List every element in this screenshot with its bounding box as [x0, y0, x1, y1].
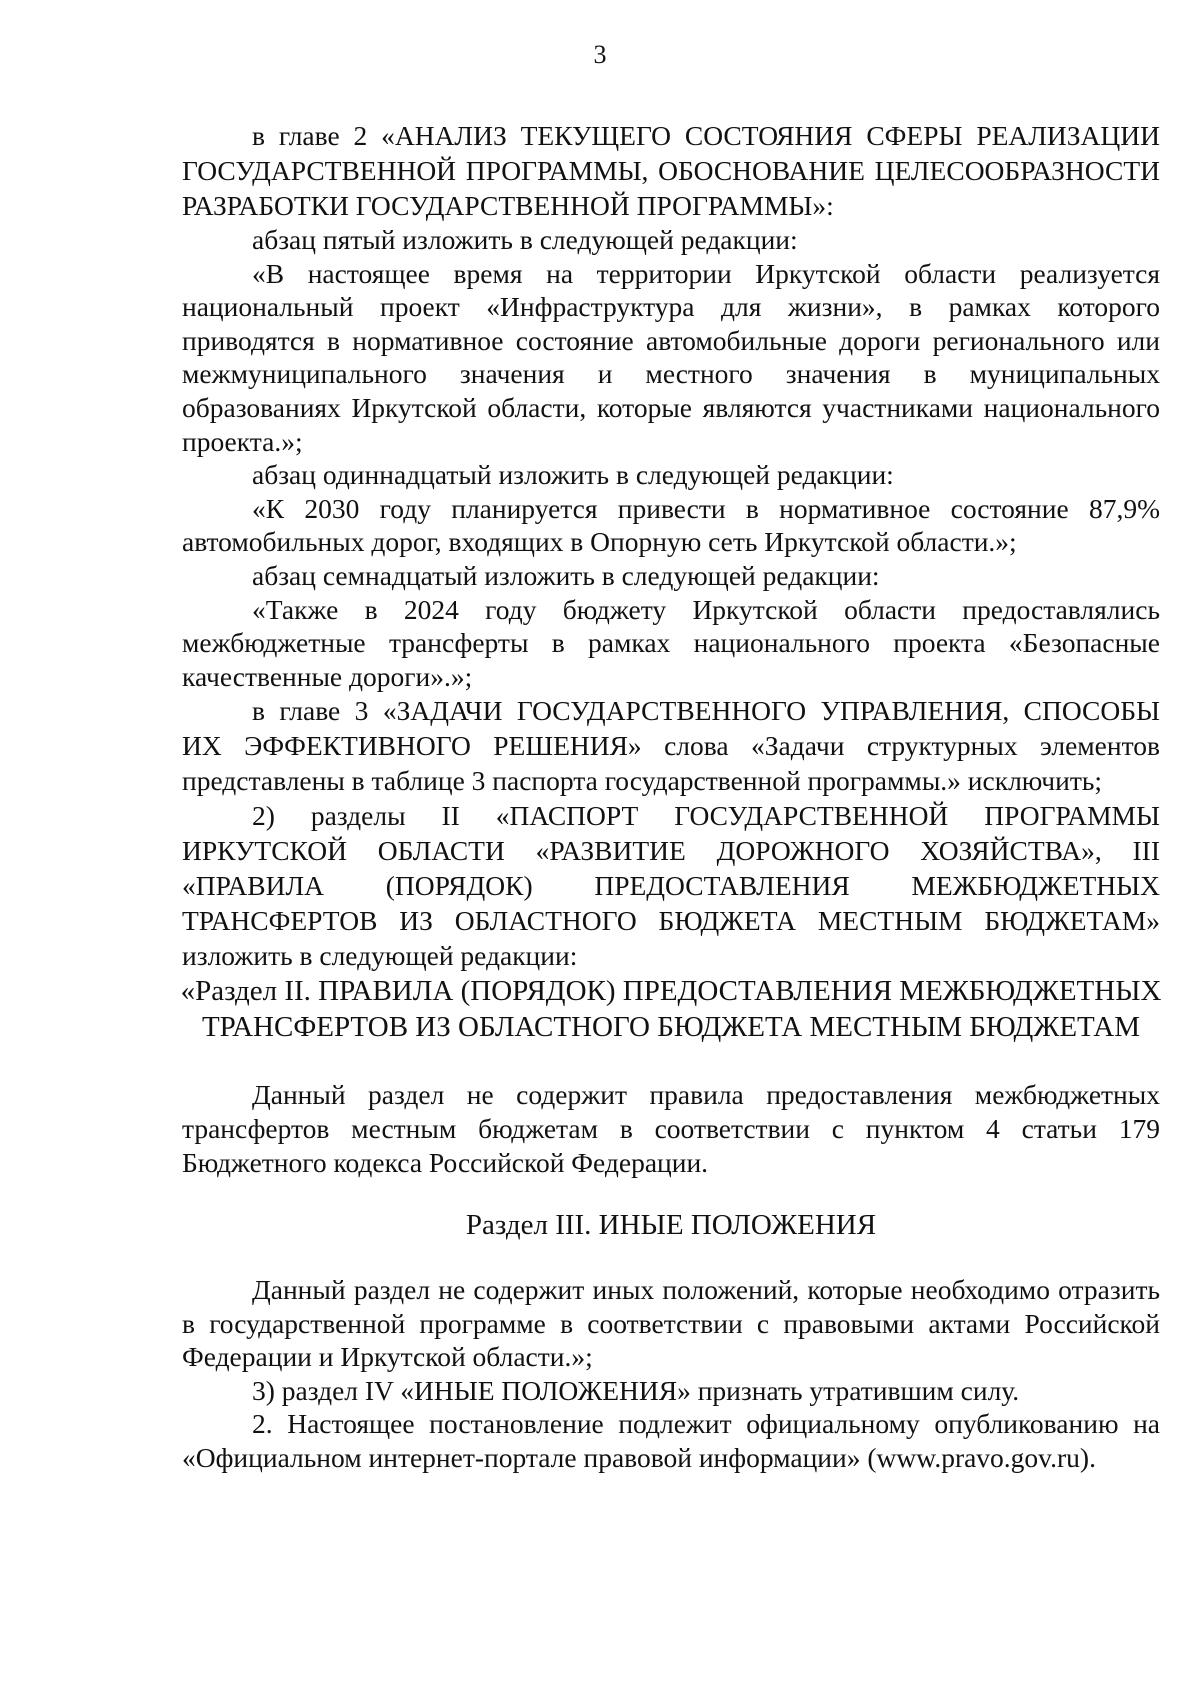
paragraph-quote-infrastructure: «В настоящее время на территории Иркутской области реализуется национальный проект «Инфраструктура для жизни», в рамках которого приводятся в нормативное состояние автомобильные дороги регионального или межмуниципального значения и местного значения в муниципальных образованиях Иркутской области, которые являются участниками национального проекта.»;	[182, 257, 1160, 457]
paragraph-quote-2024: «Также в 2024 году бюджету Иркутской области предоставлялись межбюджетные трансферты в рамках национального проекта «Безопасные качественные дороги».»;	[182, 593, 1160, 692]
section-3-title: Раздел III. ИНЫЕ ПОЛОЖЕНИЯ	[465, 1209, 877, 1242]
paragraph-sections-2-3: 2) разделы II «ПАСПОРТ ГОСУДАРСТВЕННОЙ ПРОГРАММЫ ИРКУТСКОЙ ОБЛАСТИ «РАЗВИТИЕ ДОРОЖНОГО ХОЗЯЙСТВА», III «ПРАВИЛА (ПОРЯДОК) ПРЕДОСТАВЛЕНИЯ МЕЖБЮДЖЕТНЫХ ТРАНСФЕРТОВ ИЗ ОБЛАСТНОГО БЮДЖЕТА МЕСТНЫМ БЮДЖЕТАМ» изложить в следующей редакции:	[182, 800, 1160, 972]
paragraph-chapter-3: в главе 3 «ЗАДАЧИ ГОСУДАРСТВЕННОГО УПРАВЛЕНИЯ, СПОСОБЫ ИХ ЭФФЕКТИВНОГО РЕШЕНИЯ» слова «Задачи структурных элементов представлены в таблице 3 паспорта государственной программы.» исключить;	[182, 695, 1160, 797]
paragraph-publication: 2. Настоящее постановление подлежит официальному опубликованию на «Официальном интернет-портале правовой информации» (www.pravo.gov.ru).	[182, 1408, 1160, 1474]
paragraph-abzac-17: абзац семнадцатый изложить в следующей редакции:	[252, 559, 880, 591]
page-number: 3	[593, 40, 607, 69]
paragraph-quote-2030: «К 2030 году планируется привести в нормативное состояние 87,9% автомобильных дорог, входящих в Опорную сеть Иркутской области.»;	[182, 492, 1160, 558]
paragraph-abzac-5: абзац пятый изложить в следующей редакции:	[252, 224, 798, 255]
document-body	[182, 118, 1160, 1475]
paragraph-section-4-void: 3) раздел IV «ИНЫЕ ПОЛОЖЕНИЯ» признать утратившим силу.	[252, 1374, 1020, 1406]
paragraph-chapter-2: в главе 2 «АНАЛИЗ ТЕКУЩЕГО СОСТОЯНИЯ СФЕРЫ РЕАЛИЗАЦИИ ГОСУДАРСТВЕННОЙ ПРОГРАММЫ, ОБОСНОВАНИЕ ЦЕЛЕСООБРАЗНОСТИ РАЗРАБОТКИ ГОСУДАРСТВЕННОЙ ПРОГРАММЫ»:	[182, 120, 1160, 221]
section-3-text: Данный раздел не содержит иных положений, которые необходимо отразить в государственной программе в соответствии с правовыми актами Российской Федерации и Иркутской области.»;	[182, 1274, 1160, 1373]
section-2-text: Данный раздел не содержит правила предоставления межбюджетных трансфертов местным бюджетам в соответствии с пунктом 4 статьи 179 Бюджетного кодекса Российской Федерации.	[182, 1079, 1160, 1178]
section-2-title-line-2: ТРАНСФЕРТОВ ИЗ ОБЛАСТНОГО БЮДЖЕТА МЕСТНЫМ БЮДЖЕТАМ	[201, 1011, 1141, 1044]
paragraph-abzac-11: абзац одиннадцатый изложить в следующей редакции:	[252, 459, 894, 491]
section-2-title-line-1: «Раздел II. ПРАВИЛА (ПОРЯДОК) ПРЕДОСТАВЛЕНИЯ МЕЖБЮДЖЕТНЫХ	[180, 975, 1162, 1008]
